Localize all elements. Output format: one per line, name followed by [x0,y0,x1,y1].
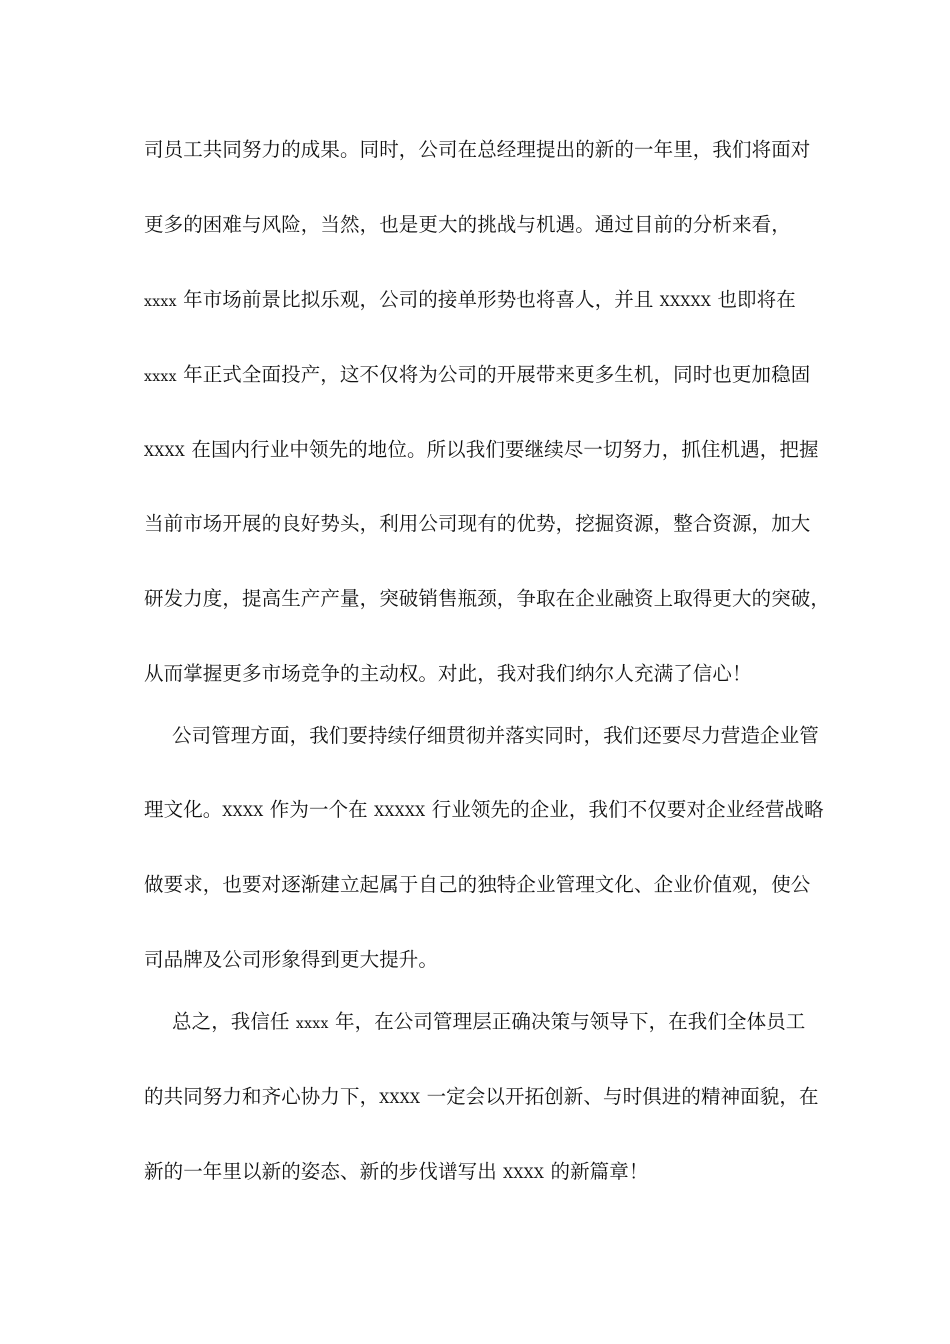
text-line: 更多的困难与风险，当然，也是更大的挑战与机遇。通过目前的分析来看， [144,213,791,236]
placeholder-text: XXXX [379,1091,421,1107]
text-line: 司品牌及公司形象得到更大提升。 [144,948,439,971]
text-line: xxxx 年正式全面投产，这不仅将为公司的开展带来更多生机，同时也更加稳固 [144,363,811,386]
placeholder-text: xxxx [295,1016,329,1032]
text-line: 做要求，也要对逐渐建立起属于自己的独特企业管理文化、企业价值观，使公 [144,873,811,896]
text-line: 理文化。XXXX 作为一个在 XXXXX 行业领先的企业，我们不仅要对企业经营战略 [144,798,824,821]
placeholder-text: XXXXX [374,804,426,820]
placeholder-text: xxxx [144,294,177,310]
text-line: 司员工共同努力的成果。同时，公司在总经理提出的新的一年里，我们将面对 [144,138,811,161]
text-line: 的共同努力和齐心协力下，XXXX 一定会以开拓创新、与时俱进的精神面貌，在 [144,1085,819,1108]
text-line: xxxx 年市场前景比拟乐观，公司的接单形势也将喜人，并且 XXXXX 也即将在 [144,288,796,311]
placeholder-text: XXXX [222,804,264,820]
paragraph-first-line: 总之，我信任 xxxx 年，在公司管理层正确决策与领导下，在我们全体员工 [172,1010,806,1033]
placeholder-text: XXXXX [659,294,712,310]
text-line: 从而掌握更多市场竞争的主动权。对此，我对我们纳尔人充满了信心！ [144,662,752,685]
text-line: 当前市场开展的良好势头，利用公司现有的优势，挖掘资源，整合资源，加大 [144,512,811,535]
text-line: 新的一年里以新的姿态、新的步伐谱写出 XXXX 的新篇章！ [144,1160,649,1183]
placeholder-text: XXXX [144,444,186,460]
placeholder-text: XXXX [503,1166,545,1182]
paragraph-first-line: 公司管理方面，我们要持续仔细贯彻并落实同时，我们还要尽力营造企业管 [172,724,819,747]
placeholder-text: xxxx [144,369,177,385]
text-line: XXXX 在国内行业中领先的地位。所以我们要继续尽一切努力，抓住机遇，把握 [144,438,819,461]
text-line: 研发力度，提高生产产量，突破销售瓶颈，争取在企业融资上取得更大的突破， [144,587,831,610]
